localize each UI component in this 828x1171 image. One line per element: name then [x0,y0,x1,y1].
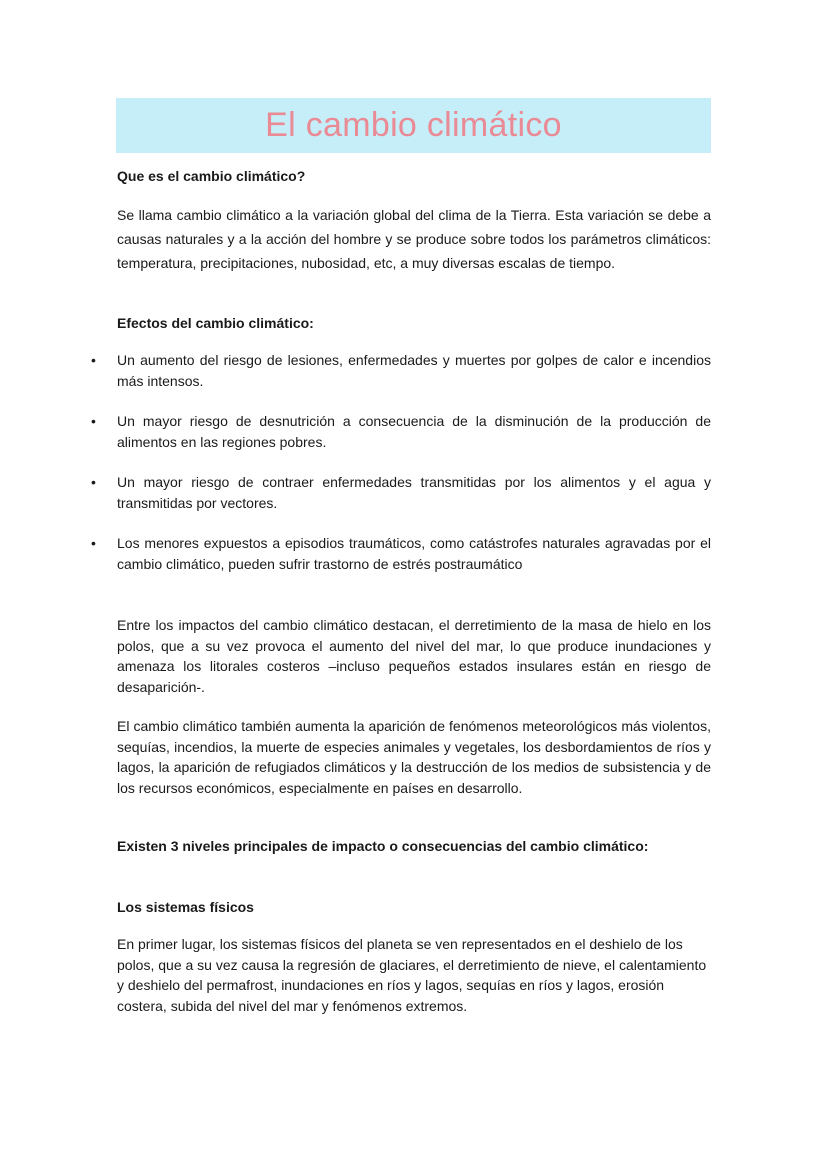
bullet-icon: • [91,535,96,551]
paragraph-fenomenos: El cambio climático también aumenta la aparición de fenómenos meteorológicos más violentos, sequías, incendios, la muerte de especies animales y vegetales, los desbordamientos de ríos y lagos, la aparición de refugiados climáticos y la destrucción de los medios de subsistencia y de los recursos económicos, especialmente en países en desarrollo. [117,718,711,796]
bullet-icon: • [91,474,96,490]
paragraph-definition: Se llama cambio climático a la variación global del clima de la Tierra. Esta variación se debe a causas naturales y a la acción del hombre y se produce sobre todos los parámetros climáticos: temperatura, precipitaciones, nubosidad, etc, a muy diversas escalas de tiempo. [117,207,711,271]
title-banner [116,98,711,153]
list-item [91,472,711,514]
list-item-text: Un aumento del riesgo de lesiones, enfermedades y muertes por golpes de calor e incendios más intensos. [117,352,711,389]
heading-niveles: Existen 3 niveles principales de impacto o consecuencias del cambio climático: [117,838,649,854]
list-item [91,533,711,575]
list-item-text: Un mayor riesgo de contraer enfermedades transmitidas por los alimentos y el agua y transmitidas por vectores. [117,474,711,511]
paragraph-sistemas-fisicos: En primer lugar, los sistemas físicos del planeta se ven representados en el deshielo de los polos, que a su vez causa la regresión de glaciares, el derretimiento de nieve, el calentamiento y deshielo del permafrost, inundaciones en ríos y lagos, sequías en ríos y lagos, erosión costera, subida del nivel del mar y fenómenos extremos. [117,936,707,1014]
list-item-text: Los menores expuestos a episodios traumáticos, como catástrofes naturales agravadas por el cambio climático, pueden sufrir trastorno de estrés postraumático [117,535,711,572]
document-title: El cambio climático [265,106,562,144]
bullet-icon: • [91,352,96,368]
bullet-icon: • [91,413,96,429]
heading-sistemas-fisicos: Los sistemas físicos [117,899,254,915]
paragraph-impactos: Entre los impactos del cambio climático destacan, el derretimiento de la masa de hielo en los polos, que a su vez provoca el aumento del nivel del mar, lo que produce inundaciones y amenaza los litorales costeros –incluso pequeños estados insulares están en riesgo de desaparición-. [117,617,711,695]
list-item-text: Un mayor riesgo de desnutrición a consecuencia de la disminución de la producción de alimentos en las regiones pobres. [117,413,711,450]
heading-que-es: Que es el cambio climático? [117,168,306,184]
heading-efectos: Efectos del cambio climático: [117,315,314,331]
list-item [91,411,711,453]
list-item [91,350,711,392]
